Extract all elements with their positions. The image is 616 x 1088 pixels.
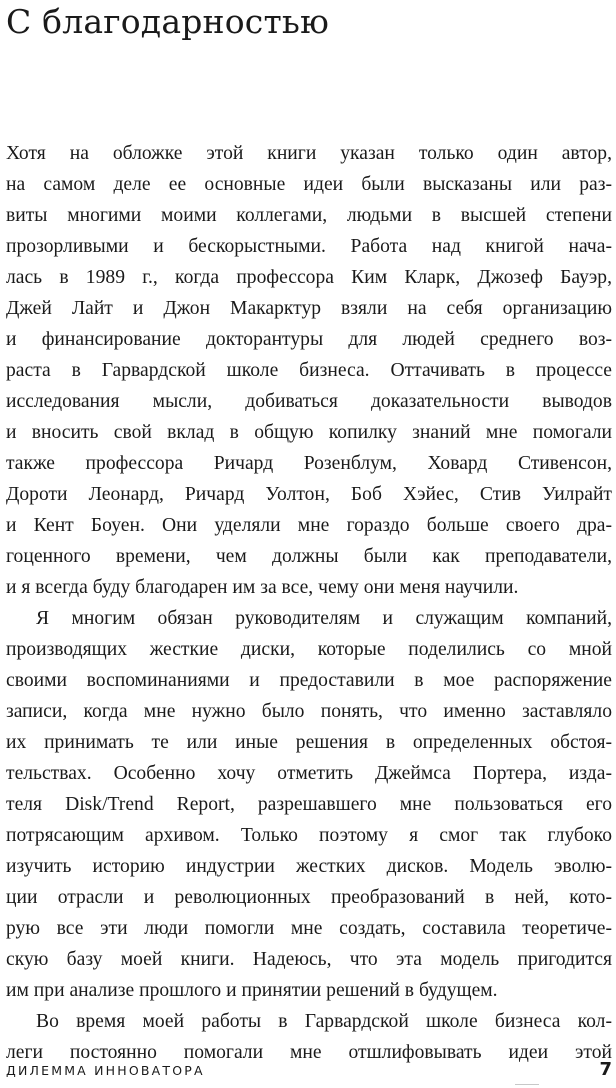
text-line: и вносить свой вклад в общую копилку знаний мне помогали (6, 422, 612, 443)
text-line: гоценного времени, чем должны были как преподаватели, (6, 546, 612, 567)
text-line: их принимать те или иные решения в определенных обстоя- (6, 732, 612, 753)
text-line: Во время моей работы в Гарвардской школе бизнеса кол- (36, 1011, 612, 1032)
text-line: лась в 1989 г., когда профессора Ким Кларк, Джозеф Бауэр, (6, 267, 612, 288)
text-line: и я всегда буду благодарен им за все, чему они меня научили. (6, 577, 519, 598)
text-line: рую все эти люди помогли мне создать, составила теоретиче- (6, 918, 612, 939)
text-line: леги постоянно помогали мне отшлифовывать идеи этой (6, 1042, 612, 1063)
text-line: производящих жесткие диски, которые поделились со мной (6, 639, 612, 660)
text-line: ции отрасли и революционных преобразований в ней, кото- (6, 887, 612, 908)
text-line: Я многим обязан руководителям и служащим компаний, (36, 608, 612, 629)
text-line: записи, когда мне нужно было понять, что именно заставляло (6, 701, 612, 722)
text-line: на самом деле ее основные идеи были высказаны или раз- (6, 174, 612, 195)
page-number: 7 (599, 1059, 612, 1080)
text-line: также профессора Ричард Розенблум, Ховард Стивенсон, (6, 453, 612, 474)
running-footer-book-title: ДИЛЕММА ИННОВАТОРА (6, 1063, 205, 1078)
text-line: изучить историю индустрии жестких дисков. Модель эволю- (6, 856, 612, 877)
text-line: и финансирование докторантуры для людей среднего воз- (6, 329, 612, 350)
text-line: виты многими моими коллегами, людьми в высшей степени (6, 205, 612, 226)
text-line: теля Disk/Trend Report, разрешавшего мне пользоваться его (6, 794, 612, 815)
text-line: своими воспоминаниями и предоставили в мое распоряжение (6, 670, 612, 691)
text-line: им при анализе прошлого и принятии решений в будущем. (6, 980, 498, 1001)
text-line: скую базу моей книги. Надеюсь, что эта модель пригодится (6, 949, 612, 970)
text-line: Дороти Леонард, Ричард Уолтон, Боб Хэйес, Стив Уилрайт (6, 484, 612, 505)
acknowledgments-body (6, 138, 612, 1068)
text-line: и Кент Боуен. Они уделяли мне гораздо больше своего дра- (6, 515, 612, 536)
text-line: потрясающим архивом. Только поэтому я смог так глубоко (6, 825, 612, 846)
footer-divider (515, 1084, 539, 1085)
text-line: раста в Гарвардской школе бизнеса. Оттачивать в процессе (6, 360, 612, 381)
text-line: исследования мысли, добиваться доказательности выводов (6, 391, 612, 412)
text-line: тельствах. Особенно хочу отметить Джеймса Портера, изда- (6, 763, 612, 784)
text-line: прозорливыми и бескорыстными. Работа над книгой нача- (6, 236, 612, 257)
text-line: Джей Лайт и Джон Макарктур взяли на себя организацию (6, 298, 612, 319)
text-line: Хотя на обложке этой книги указан только один автор, (6, 143, 612, 164)
page-title: С благодарностью (6, 2, 330, 41)
